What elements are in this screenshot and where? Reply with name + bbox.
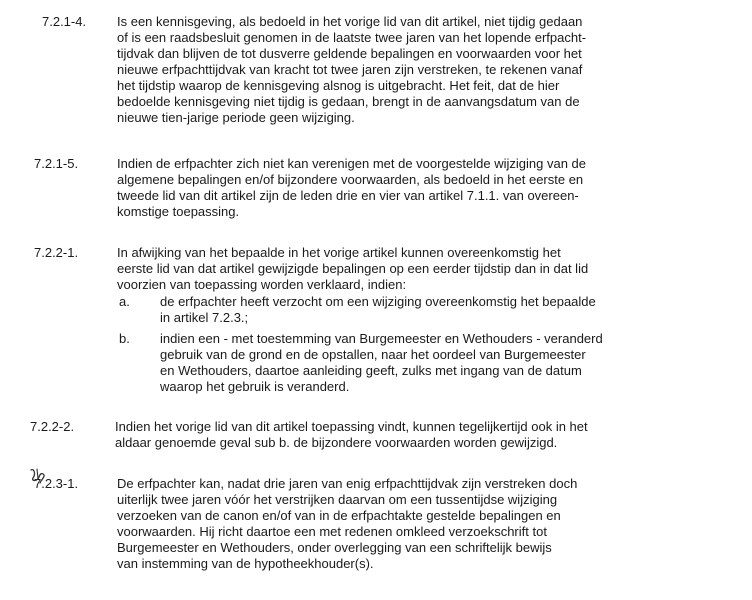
list-item-line: en Wethouders, daartoe aanleiding geeft, zulks met ingang van de datum bbox=[160, 363, 582, 378]
text-line: voorwaarden. Hij richt daartoe een met redenen omkleed verzoekschrift tot bbox=[117, 524, 547, 539]
text-line: De erfpachter kan, nadat drie jaren van enig erfpachttijdvak zijn verstreken doch bbox=[117, 476, 578, 491]
handwritten-scribble-icon bbox=[28, 466, 50, 488]
text-line: algemene bepalingen en/of bijzondere voorwaarden, als bedoeld in het eerste en bbox=[117, 172, 584, 187]
text-line: uiterlijk twee jaren vóór het verstrijken daarvan om een tussentijdse wijziging bbox=[117, 492, 558, 507]
text-line: van instemming van de hypotheekhouder(s). bbox=[117, 556, 374, 571]
text-line: eerste lid van dat artikel gewijzigde bepalingen op een eerder tijdstip dan in dat lid bbox=[117, 261, 589, 276]
list-marker-b: b. bbox=[119, 331, 130, 346]
text-line: tijdvak dan blijven de tot dusverre geldende bepalingen en voorwaarden voor het bbox=[117, 46, 582, 61]
text-line: In afwijking van het bepaalde in het vorige artikel kunnen overeenkomstig het bbox=[117, 245, 561, 260]
text-line: nieuwe erfpachttijdvak van kracht tot twee jaren zijn verstreken, te rekenen vanaf bbox=[117, 62, 583, 77]
text-line: of is een raadsbesluit genomen in de laatste twee jaren van het lopende erfpacht- bbox=[117, 30, 587, 45]
list-item-line: indien een - met toestemming van Burgemeester en Wethouders - veranderd bbox=[160, 331, 603, 346]
text-line: verzoeken van de canon en/of van in de erfpachtakte gestelde bepalingen en bbox=[117, 508, 561, 523]
text-line: aldaar genoemde geval sub b. de bijzondere voorwaarden worden gewijzigd. bbox=[115, 435, 558, 450]
list-item-line: de erfpachter heeft verzocht om een wijziging overeenkomstig het bepaalde bbox=[160, 294, 596, 309]
text-line: nieuwe tien-jarige periode geen wijziging. bbox=[117, 110, 355, 125]
article-number: 7.2.2-2. bbox=[30, 419, 75, 434]
article-number: 7.2.3-1. bbox=[34, 476, 79, 491]
list-item-line: in artikel 7.2.3.; bbox=[160, 310, 249, 325]
text-line: tweede lid van dit artikel zijn de leden drie en vier van artikel 7.1.1. van overeen- bbox=[117, 188, 579, 203]
text-line: komstige toepassing. bbox=[117, 204, 240, 219]
list-item-line: gebruik van de grond en de opstallen, naar het oordeel van Burgemeester bbox=[160, 347, 586, 362]
text-line: Is een kennisgeving, als bedoeld in het vorige lid van dit artikel, niet tijdig gedaan bbox=[117, 14, 583, 29]
article-number: 7.2.1-4. bbox=[42, 14, 87, 29]
text-line: Indien het vorige lid van dit artikel toepassing vindt, kunnen tegelijkertijd ook in het bbox=[115, 419, 588, 434]
list-marker-a: a. bbox=[119, 294, 130, 309]
article-number: 7.2.2-1. bbox=[34, 245, 79, 260]
text-line: bedoelde kennisgeving niet tijdig is gedaan, brengt in de aanvangsdatum van de bbox=[117, 94, 580, 109]
text-line: het tijdstip waarop de kennisgeving alsnog is uitgebracht. Het feit, dat de hier bbox=[117, 78, 560, 93]
list-item-line: waarop het gebruik is veranderd. bbox=[160, 379, 350, 394]
article-number: 7.2.1-5. bbox=[34, 156, 79, 171]
text-line: Burgemeester en Wethouders, onder overlegging van een schriftelijk bewijs bbox=[117, 540, 552, 555]
text-line: Indien de erfpachter zich niet kan verenigen met de voorgestelde wijziging van de bbox=[117, 156, 587, 171]
text-line: voorzien van toepassing worden verklaard, indien: bbox=[117, 277, 407, 292]
